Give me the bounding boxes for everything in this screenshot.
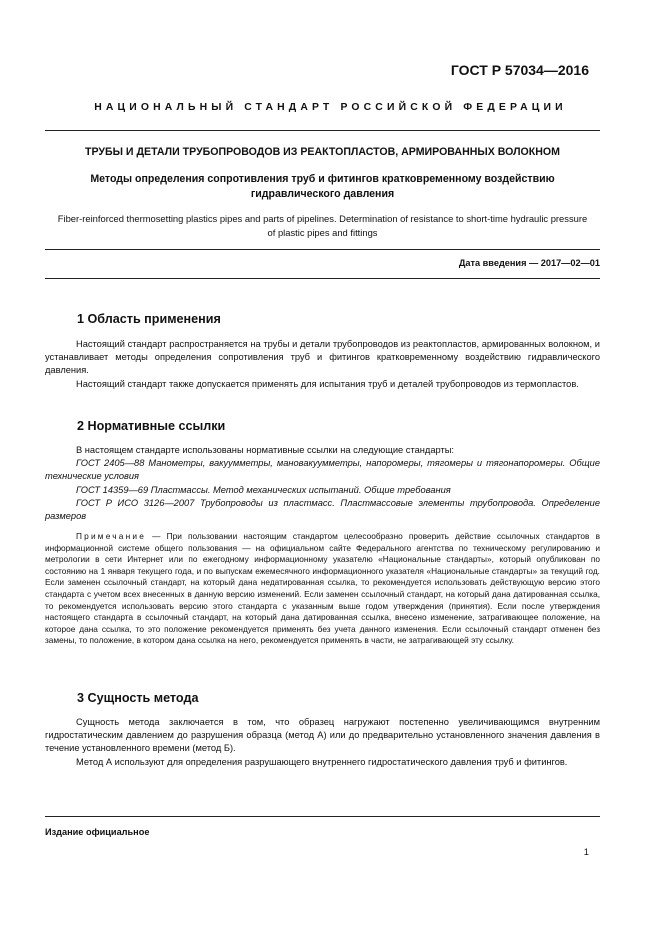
- introduction-date: Дата введения — 2017—02—01: [458, 258, 600, 268]
- section-3-heading: 3 Сущность метода: [77, 691, 199, 705]
- english-title: Fiber-reinforced thermosetting plastics pipes and parts of pipelines. Determination of resistance to short-time hydraulic pressure of plastic pipes and fittings: [57, 213, 588, 238]
- references-intro: В настоящем стандарте использованы нормативные ссылки на следующие стандарты:: [76, 445, 455, 455]
- page-number: 1: [583, 846, 589, 857]
- section-1-paragraph-1: Настоящий стандарт распространяется на трубы и детали трубопроводов из реактопластов, армированных волокном, и устанавливает методы определения сопротивления труб и фитингов кратковременному воздействию гидравлического давления.: [45, 339, 600, 376]
- official-edition-label: Издание официальное: [45, 827, 150, 837]
- section-3-body: [45, 716, 600, 769]
- footer-divider: [45, 816, 600, 817]
- note-text: — При пользовании настоящим стандартом целесообразно проверить действие ссылочных стандартов в информационной системе общего пользования — на официальном сайте Федерального агентства по техническому регулированию и метрологии в сети Интернет или по ежегодному информационному указателю «Национальные стандарты», который опубликован по состоянию на 1 января текущего года, и по выпускам ежемесячного информационного указателя «Национальные стандарты» за текущий год. Если заменен ссылочный стандарт, на который дана недатированная ссылка, то рекомендуется использовать действующую версию этого стандарта с учетом всех внесенных в данную версию изменений. Если заменен ссылочный стандарт, на который дана датированная ссылка, то рекомендуется использовать версию этого стандарта с указанным выше годом утверждения (принятия). Если после утверждения настоящего стандарта в ссылочный стандарт, на который дана датированная ссылка, внесено изменение, затрагивающее положение, на которое дана ссылка, то это положение рекомендуется применять без учета данного изменения. Если ссылочный стандарт отменен без замены, то положение, в котором дана ссылка на него, рекомендуется применять в части, не затрагивающей эту ссылку.: [45, 531, 600, 646]
- document-title: ТРУБЫ И ДЕТАЛИ ТРУБОПРОВОДОВ ИЗ РЕАКТОПЛАСТОВ, АРМИРОВАННЫХ ВОЛОКНОМ: [85, 146, 560, 158]
- normative-references: [45, 444, 600, 523]
- reference-item: ГОСТ 14359—69 Пластмассы. Метод механических испытаний. Общие требования: [76, 484, 451, 495]
- section-1-heading: 1 Область применения: [77, 312, 221, 326]
- header-divider: [45, 130, 600, 131]
- section-3-paragraph-1: Сущность метода заключается в том, что образец нагружают постепенно увеличивающимся внутренним гидростатическим давлением до разрушения образца (метод А) или до предварительно установленного значения давления в течение установленного времени (метод Б).: [45, 717, 600, 754]
- section-1-paragraph-2: Настоящий стандарт также допускается применять для испытания труб и деталей трубопроводов из термопластов.: [76, 378, 579, 389]
- document-subtitle: Методы определения сопротивления труб и фитингов кратковременному воздействию гидравлического давления: [90, 173, 555, 200]
- section-3-paragraph-2: Метод А используют для определения разрушающего внутреннего гидростатического давления труб и фитингов.: [76, 756, 568, 767]
- national-standard-banner: НАЦИОНАЛЬНЫЙ СТАНДАРТ РОССИЙСКОЙ ФЕДЕРАЦИИ: [94, 102, 567, 113]
- reference-item: ГОСТ 2405—88 Манометры, вакуумметры, мановакуумметры, напоромеры, тягомеры и тягонапоромеры. Общие технические условия: [45, 458, 600, 482]
- document-code: ГОСТ Р 57034—2016: [450, 62, 589, 78]
- section-1-body: [45, 338, 600, 391]
- reference-item: ГОСТ Р ИСО 3126—2007 Трубопроводы из пластмасс. Пластмассовые элементы трубопровода. Определение размеров: [45, 497, 600, 522]
- note-label: Примечание: [76, 531, 147, 541]
- date-divider: [45, 278, 600, 279]
- title-divider: [45, 249, 600, 250]
- section-2-heading: 2 Нормативные ссылки: [77, 419, 226, 433]
- references-note: [45, 531, 600, 647]
